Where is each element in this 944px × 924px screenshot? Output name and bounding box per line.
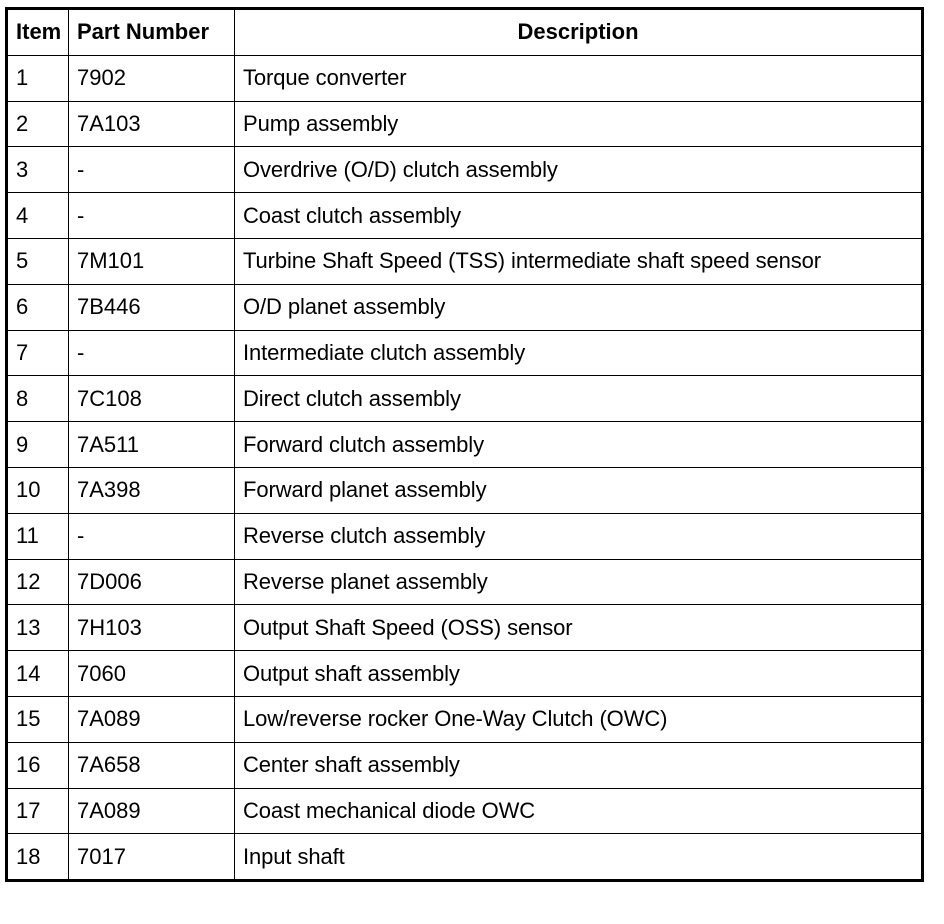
cell-item: 18 [7, 834, 69, 881]
parts-table [5, 7, 924, 882]
table-row [7, 788, 923, 834]
cell-part-number: 7A089 [69, 788, 235, 834]
cell-item: 5 [7, 238, 69, 284]
cell-item: 3 [7, 147, 69, 193]
table-row [7, 238, 923, 284]
header-row [7, 9, 923, 56]
cell-item: 2 [7, 101, 69, 147]
cell-part-number: 7902 [69, 55, 235, 101]
cell-part-number: 7C108 [69, 376, 235, 422]
header-part-number: Part Number [69, 9, 235, 56]
table-row [7, 330, 923, 376]
table-row [7, 513, 923, 559]
cell-description: Direct clutch assembly [235, 376, 923, 422]
table-row [7, 55, 923, 101]
cell-description: O/D planet assembly [235, 284, 923, 330]
cell-part-number: 7H103 [69, 605, 235, 651]
cell-description: Center shaft assembly [235, 742, 923, 788]
cell-part-number: 7017 [69, 834, 235, 881]
cell-item: 4 [7, 193, 69, 239]
cell-item: 1 [7, 55, 69, 101]
header-description: Description [235, 9, 923, 56]
cell-description: Reverse clutch assembly [235, 513, 923, 559]
cell-description: Intermediate clutch assembly [235, 330, 923, 376]
cell-description: Pump assembly [235, 101, 923, 147]
cell-part-number: 7A089 [69, 696, 235, 742]
table-body [7, 55, 923, 880]
cell-description: Forward clutch assembly [235, 422, 923, 468]
cell-description: Turbine Shaft Speed (TSS) intermediate shaft speed sensor [235, 238, 923, 284]
header-item: Item [7, 9, 69, 56]
cell-part-number: 7060 [69, 651, 235, 697]
table-row [7, 193, 923, 239]
cell-description: Input shaft [235, 834, 923, 881]
cell-description: Overdrive (O/D) clutch assembly [235, 147, 923, 193]
table-row [7, 834, 923, 881]
cell-part-number: - [69, 147, 235, 193]
cell-item: 11 [7, 513, 69, 559]
cell-part-number: - [69, 330, 235, 376]
table-row [7, 605, 923, 651]
cell-description: Forward planet assembly [235, 467, 923, 513]
table-row [7, 376, 923, 422]
cell-part-number: - [69, 193, 235, 239]
table-row [7, 742, 923, 788]
table-row [7, 651, 923, 697]
cell-part-number: 7D006 [69, 559, 235, 605]
cell-item: 9 [7, 422, 69, 468]
cell-item: 12 [7, 559, 69, 605]
cell-description: Coast mechanical diode OWC [235, 788, 923, 834]
table-row [7, 467, 923, 513]
table-row [7, 696, 923, 742]
cell-part-number: 7A103 [69, 101, 235, 147]
cell-description: Output shaft assembly [235, 651, 923, 697]
cell-description: Torque converter [235, 55, 923, 101]
table-row [7, 147, 923, 193]
cell-part-number: 7B446 [69, 284, 235, 330]
cell-description: Reverse planet assembly [235, 559, 923, 605]
cell-part-number: 7A511 [69, 422, 235, 468]
cell-item: 13 [7, 605, 69, 651]
cell-description: Low/reverse rocker One-Way Clutch (OWC) [235, 696, 923, 742]
cell-part-number: 7A658 [69, 742, 235, 788]
cell-item: 8 [7, 376, 69, 422]
cell-description: Output Shaft Speed (OSS) sensor [235, 605, 923, 651]
cell-part-number: - [69, 513, 235, 559]
cell-item: 10 [7, 467, 69, 513]
cell-part-number: 7M101 [69, 238, 235, 284]
table-row [7, 422, 923, 468]
cell-item: 7 [7, 330, 69, 376]
cell-item: 16 [7, 742, 69, 788]
cell-item: 6 [7, 284, 69, 330]
table-row [7, 101, 923, 147]
cell-item: 15 [7, 696, 69, 742]
table-row [7, 284, 923, 330]
cell-item: 14 [7, 651, 69, 697]
cell-item: 17 [7, 788, 69, 834]
table-row [7, 559, 923, 605]
cell-description: Coast clutch assembly [235, 193, 923, 239]
cell-part-number: 7A398 [69, 467, 235, 513]
table-header [7, 9, 923, 56]
